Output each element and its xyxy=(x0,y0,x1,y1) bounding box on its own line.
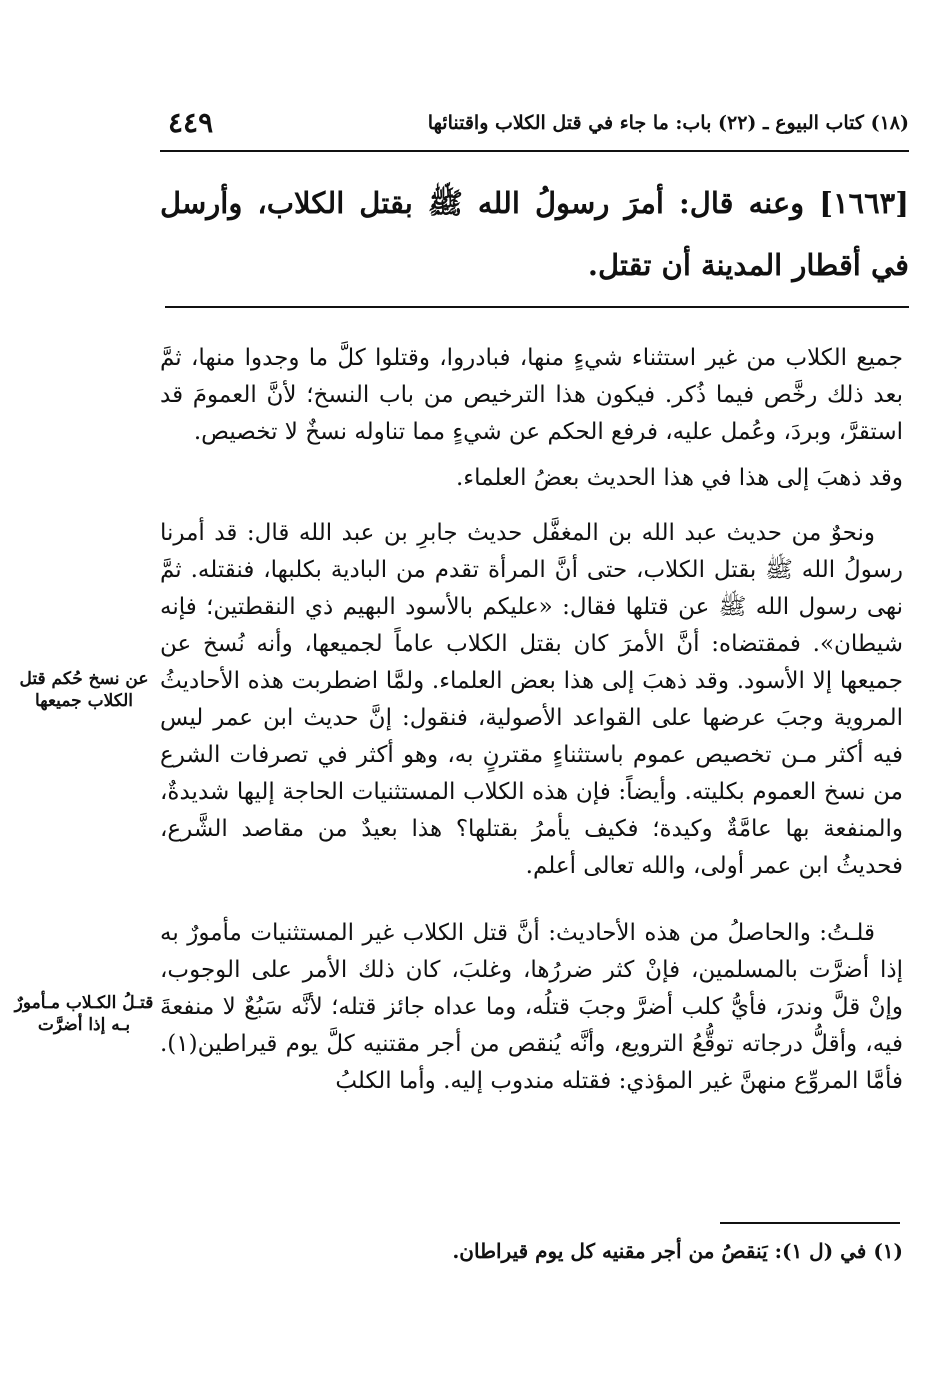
commentary-paragraph: ونحوٌ من حديث عبد الله بن المغفَّل حديث جابرِ بن عبد الله قال: قد أمرنا رسولُ الله ﷺ بقتل الكلاب، حتى أنَّ المرأة تقدم من البادية بكلبها، فنقتله. ثمَّ نهى رسول الله ﷺ عن قتلها فقال: «عليكم بالأسود البهيم ذي النقطتين؛ فإنه شيطان». فمقتضاه: أنَّ الأمرَ كان بقتل الكلاب عاماً لجميعها، وأنه نُسخ عن جميعها إلا الأسود. وقد ذهبَ إلى هذا بعض العلماء. ولمَّا اضطربت هذه الأحاديثُ المروية وجبَ عرضها على القواعد الأصولية، فنقول: إنَّ حديث ابن عمر ليس فيه أكثر مـن تخصيص عموم باستثناءٍ مقترنٍ به، وهو أكثر في تصرفات الشرع من نسخ العموم بكليته. وأيضاً: فإن هذه الكلاب المستثنيات الحاجة إليها شديدةٌ، والمنفعة بها عامَّةٌ وكيدة؛ فكيف يأمرُ بقتلها؟ هذا بعيدٌ من مقاصد الشَّرع، فحديثُ ابن عمر أولى، والله تعالى أعلم. xyxy=(160,520,903,879)
commentary xyxy=(160,340,903,1100)
hadith-text: [١٦٦٣] وعنه قال: أمرَ رسولُ الله ﷺ بقتل الكلاب، وأرسل في أقطار المدينة أن تقتل. xyxy=(160,186,909,282)
running-head: (١٨) كتاب البيوع ـ (٢٢) باب: ما جاء في قتل الكلاب واقتنائها xyxy=(427,112,909,134)
page-header xyxy=(160,104,909,152)
margin-note: عن نسخ حُكم قتل الكلاب جميعها xyxy=(19,669,149,711)
footnote: (١) في (ل ١): يَنقصُ من أجر مقنيه كل يوم قيراطان. xyxy=(452,1239,903,1263)
commentary-paragraph: قلـتُ: والحاصلُ من هذه الأحاديث: أنَّ قتل الكلاب غير المستثنيات مأمورٌ به إذا أضرَّت بالمسلمين، فإنْ كثر ضررُها، وغلبَ، كان ذلك الأمر على الوجوب، وإنْ قلَّ وندرَ، فأيُّ كلب أضرَّ وجبَ قتلُه، وما عداه جائز قتله؛ لأنَّه سَبُعٌ لا منفعةَ فيه، وأقلُّ درجاته توقُّعُ الترويع، وأنَّه يُنقص من أجر مقتنيه كلَّ يوم قيراطين(١). فأمَّا المروِّع منهنَّ غير المؤذي: فقتله مندوب إليه. وأما الكلبُ xyxy=(160,920,903,1094)
section-divider xyxy=(165,306,909,308)
commentary-paragraph: جميع الكلاب من غير استثناء شيءٍ منها، فبادروا، وقتلوا كلَّ ما وجدوا منها، ثمَّ بعد ذلك رخَّص فيما ذُكر. فيكون هذا الترخيص من باب النسخ؛ لأنَّ العمومَ قد استقرَّ، وبردَ، وعُمل عليه، فرفع الحكم عن شيءٍ مما تناوله نسخٌ لا تخصيص. xyxy=(160,345,903,445)
page-number: ٤٤٩ xyxy=(168,106,214,139)
margin-note: قتـلُ الكـلاب مـأمورٌ بـه إذا أضرَّت xyxy=(14,993,154,1035)
footnote-divider xyxy=(720,1222,900,1224)
commentary-paragraph: وقد ذهبَ إلى هذا في هذا الحديث بعضُ العلماء. xyxy=(455,465,903,491)
